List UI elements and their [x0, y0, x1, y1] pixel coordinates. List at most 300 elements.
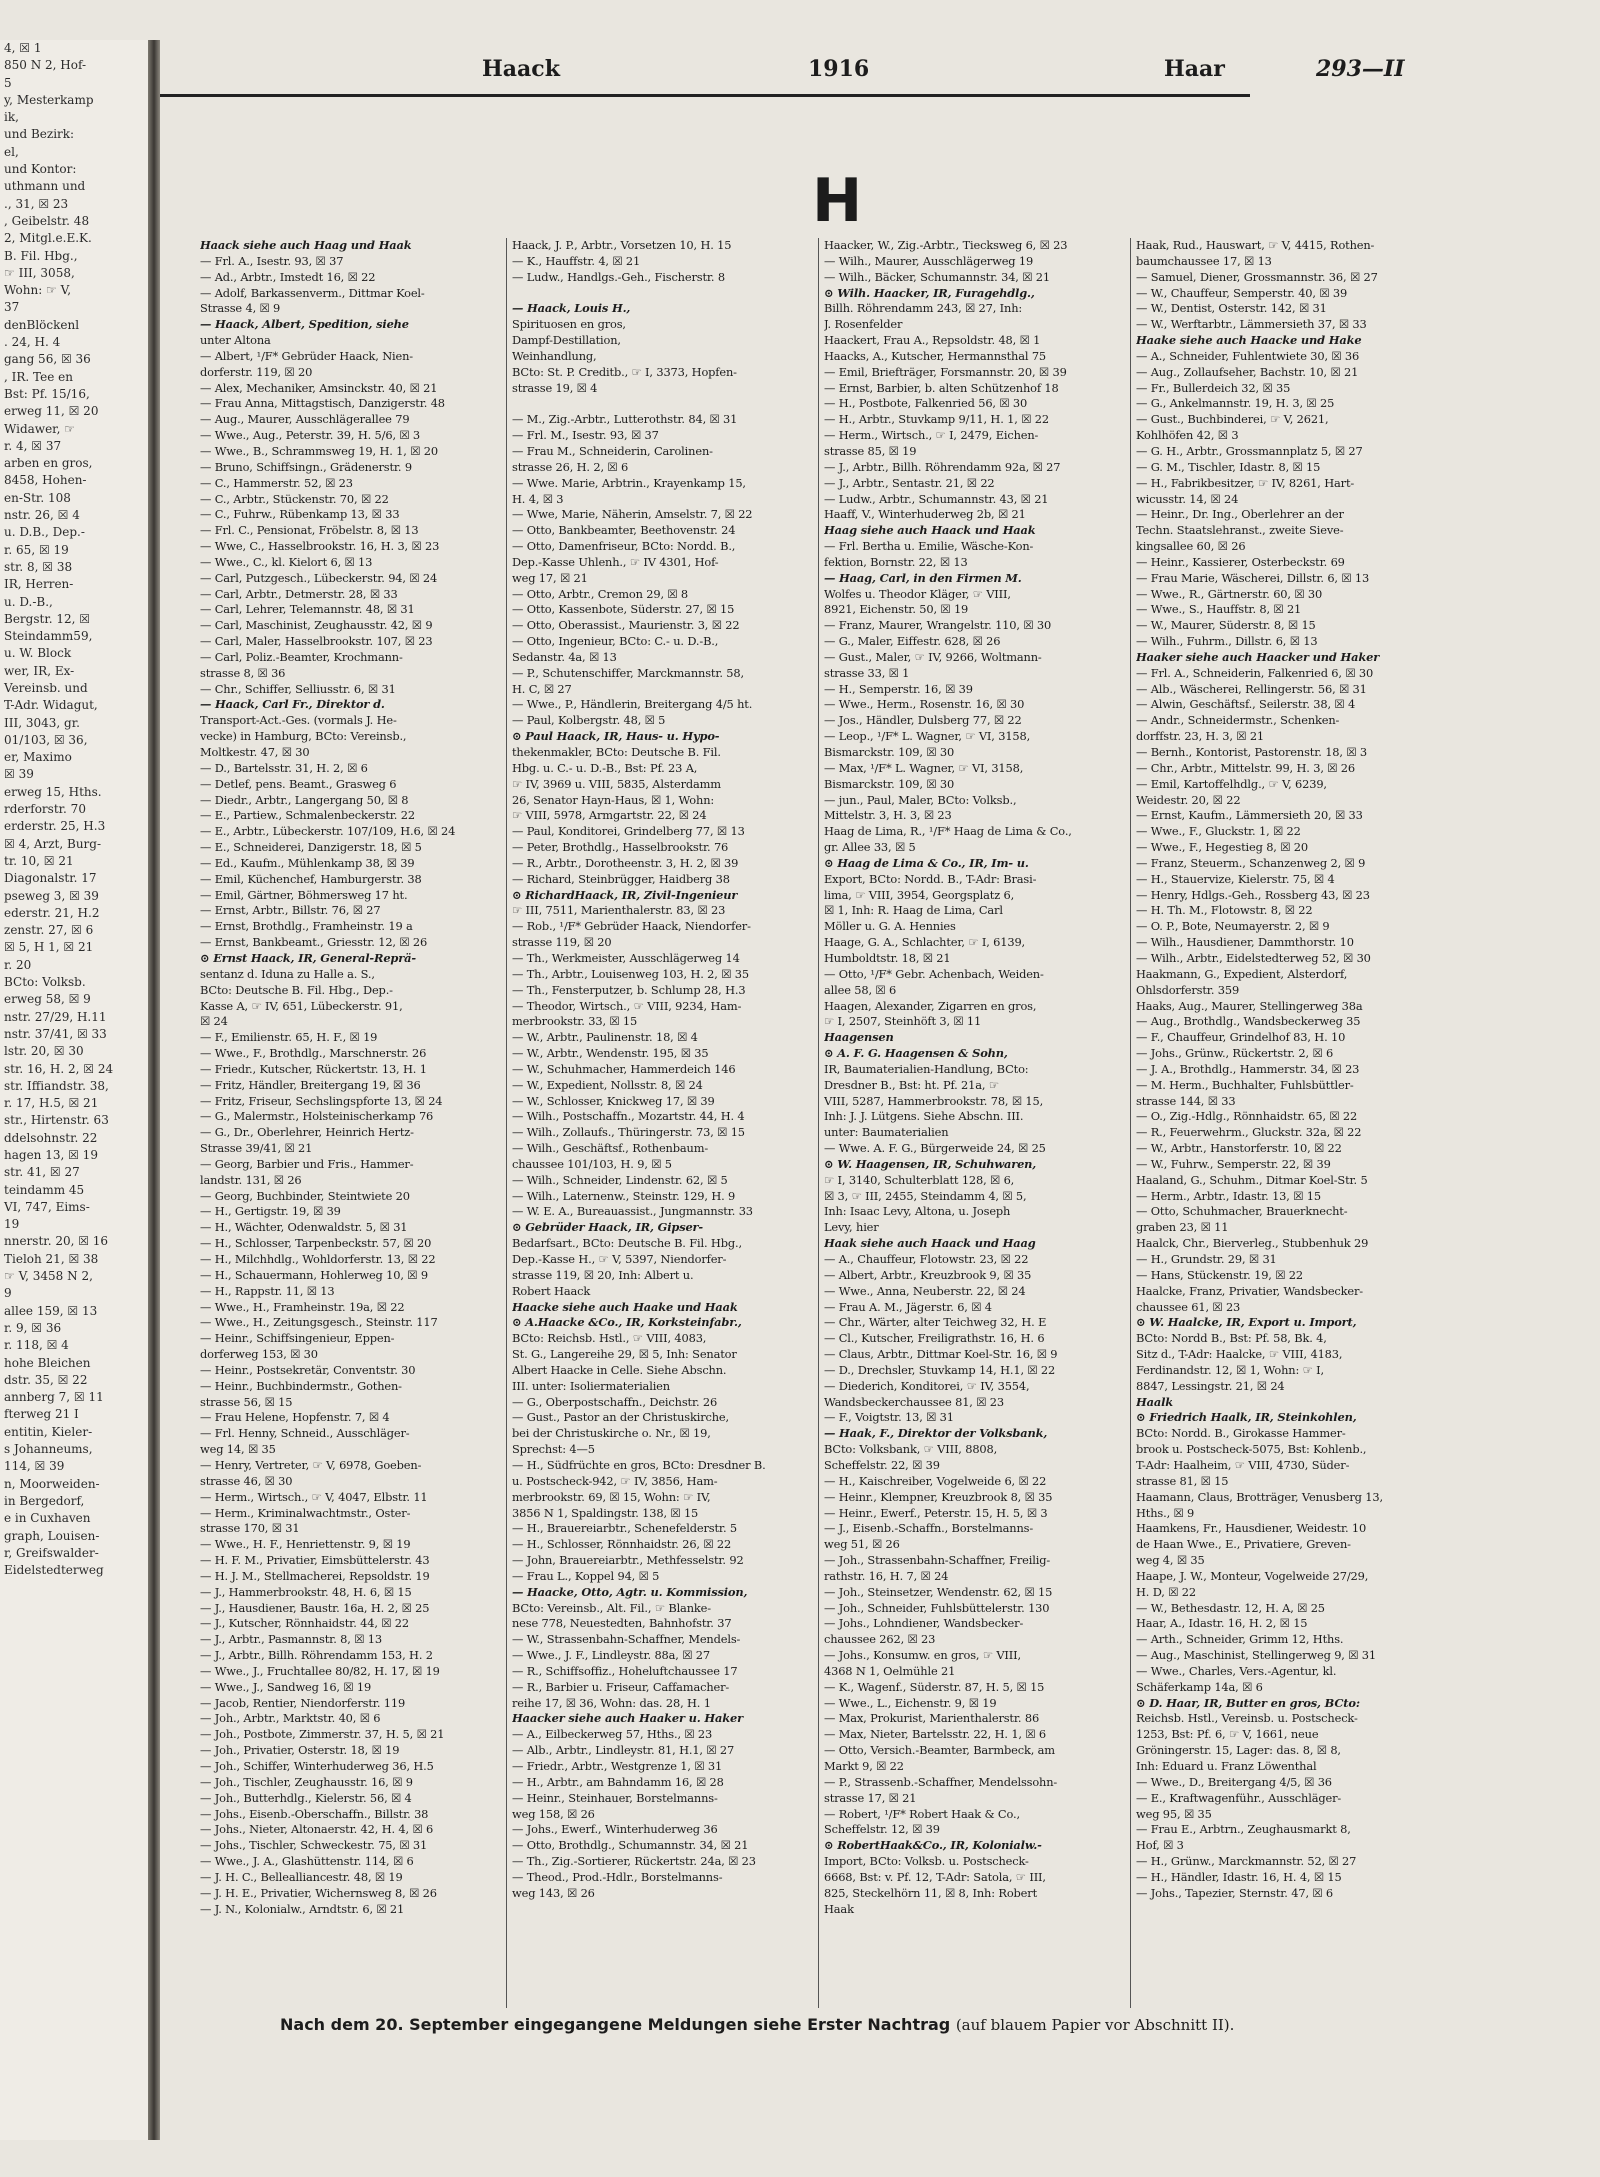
directory-entry: Markt 9, ☒ 22	[824, 1759, 904, 1773]
directory-heading: ⊙ Gebrüder Haack, IR, Gipser-	[512, 1220, 703, 1235]
directory-entry: — Heinr., Buchbindermstr., Gothen-	[200, 1378, 402, 1393]
directory-entry: ☞ III, 7511, Marienthalerstr. 83, ☒ 23	[512, 903, 726, 918]
directory-entry: Mittelstr. 3, H. 3, ☒ 23	[824, 808, 952, 823]
directory-entry: 825, Steckelhörn 11, ☒ 8, Inh: Robert	[824, 1885, 1037, 1900]
directory-entry: — H., Wächter, Odenwaldstr. 5, ☒ 31	[200, 1220, 408, 1235]
directory-entry: — Joh., Privatier, Osterstr. 18, ☒ 19	[200, 1743, 400, 1758]
directory-entry: — Heinr., Dr. Ing., Oberlehrer an der	[1136, 507, 1344, 522]
directory-heading: ⊙ Friedrich Haalk, IR, Steinkohlen,	[1136, 1410, 1357, 1425]
left-page-line: zenstr. 27, ☒ 6	[4, 923, 94, 938]
directory-entry: — Carl, Arbtr., Detmerstr. 28, ☒ 33	[200, 586, 398, 601]
directory-entry: — Arth., Schneider, Grimm 12, Hths.	[1136, 1632, 1344, 1647]
directory-heading: Haag siehe auch Haack und Haak	[824, 523, 1036, 538]
left-page-line: r. 9, ☒ 36	[4, 1320, 62, 1335]
directory-entry: — Otto, Bankbeamter, Beethovenstr. 24	[512, 523, 736, 538]
left-page-line: 19	[4, 1217, 20, 1232]
directory-entry: — Herm., Kriminalwachtmstr., Oster-	[200, 1505, 411, 1520]
directory-heading: ⊙ Wilh. Haacker, IR, Furagehdlg.,	[824, 285, 1035, 300]
directory-entry: Dresdner B., Bst: ht. Pf. 21a, ☞	[824, 1077, 999, 1092]
left-page-line: ☒ 39	[4, 767, 34, 782]
directory-heading: ⊙ A.Haacke &Co., IR, Korksteinfabr.,	[512, 1315, 742, 1330]
directory-entry: — Wilh., Laternenw., Steinstr. 129, H. 9	[512, 1188, 736, 1203]
directory-entry: Schäferkamp 14a, ☒ 6	[1136, 1679, 1263, 1694]
directory-entry: — H., Fabrikbesitzer, ☞ IV, 8261, Hart-	[1136, 475, 1355, 490]
directory-entry: — Rob., ¹/F* Gebrüder Haack, Niendorfer-	[512, 919, 751, 934]
directory-entry: Humboldtstr. 18, ☒ 21	[824, 950, 951, 965]
directory-entry: — W., Werftarbtr., Lämmersieth 37, ☒ 33	[1136, 317, 1367, 332]
directory-entry: unter: Baumaterialien	[824, 1125, 949, 1140]
directory-entry: — Chr., Schiffer, Selliusstr. 6, ☒ 31	[200, 681, 396, 696]
directory-entry: Kasse A, ☞ IV, 651, Lübeckerstr. 91,	[200, 998, 403, 1013]
directory-entry: — G. M., Tischler, Idastr. 8, ☒ 15	[1136, 459, 1321, 474]
directory-entry: weg 158, ☒ 26	[512, 1806, 595, 1821]
directory-entry: — H., Semperstr. 16, ☒ 39	[824, 681, 973, 696]
left-page-line: , Geibelstr. 48	[4, 213, 90, 228]
directory-entry: — Wilh., Fuhrm., Dillstr. 6, ☒ 13	[1136, 634, 1318, 649]
directory-entry: Sitz d., T-Adr: Haalcke, ☞ VIII, 4183,	[1136, 1347, 1343, 1362]
directory-entry: — Gust., Pastor an der Christuskirche,	[512, 1410, 729, 1425]
left-page-line: n, Moorweiden-	[4, 1476, 100, 1491]
directory-entry: — Albert, Arbtr., Kreuzbrook 9, ☒ 35	[824, 1267, 1032, 1282]
directory-entry: chaussee 262, ☒ 23	[824, 1632, 936, 1647]
directory-entry: — Max, ¹/F* L. Wagner, ☞ VI, 3158,	[824, 760, 1024, 775]
left-page-line: s Johanneums,	[4, 1442, 93, 1457]
directory-entry: — Wwe., L., Eichenstr. 9, ☒ 19	[824, 1695, 997, 1710]
left-page-line: IR, Herren-	[4, 577, 74, 592]
directory-entry: — F., Emilienstr. 65, H. F., ☒ 19	[200, 1030, 378, 1045]
directory-entry: Sedanstr. 4a, ☒ 13	[512, 649, 617, 664]
directory-heading: ⊙ Paul Haack, IR, Haus- u. Hypo-	[512, 729, 720, 744]
directory-entry: landstr. 131, ☒ 26	[200, 1172, 302, 1187]
left-page-line: e in Cuxhaven	[4, 1511, 91, 1526]
directory-entry: Import, BCto: Volksb. u. Postscheck-	[824, 1854, 1029, 1869]
left-page-line: Vereinsb. und	[4, 680, 88, 695]
directory-entry: Haacks, A., Kutscher, Hermannsthal 75	[824, 348, 1047, 363]
directory-entry: Kohlhöfen 42, ☒ 3	[1136, 428, 1239, 443]
directory-entry: — Fritz, Händler, Breitergang 19, ☒ 36	[200, 1077, 421, 1092]
left-page-line: ., 31, ☒ 23	[4, 196, 69, 211]
left-page-line: und Bezirk:	[4, 127, 75, 142]
directory-entry: BCto: Deutsche B. Fil. Hbg., Dep.-	[200, 982, 393, 997]
directory-entry: — E., Arbtr., Lübeckerstr. 107/109, H.6, ☒ 24	[200, 824, 456, 839]
directory-entry: — Joh., Schiffer, Winterhuderweg 36, H.5	[200, 1759, 434, 1773]
directory-entry: — Wilh., Schneider, Lindenstr. 62, ☒ 5	[512, 1172, 728, 1187]
directory-entry: — Diederich, Konditorei, ☞ IV, 3554,	[824, 1378, 1030, 1393]
directory-entry: strasse 85, ☒ 19	[824, 443, 917, 458]
directory-entry: — Ernst, Brothdlg., Framheinstr. 19 a	[200, 919, 413, 934]
directory-entry: ☒ 1, Inh: R. Haag de Lima, Carl	[824, 903, 1003, 918]
directory-entry: — Georg, Barbier und Fris., Hammer-	[200, 1156, 414, 1171]
directory-entry: — J., Arbtr., Billh. Röhrendamm 92a, ☒ 27	[824, 459, 1061, 474]
directory-entry	[512, 396, 814, 412]
directory-entry: — Heinr., Schiffsingenieur, Eppen-	[200, 1331, 395, 1346]
left-page-line: graph, Louisen-	[4, 1528, 100, 1543]
directory-entry: — M. Herm., Buchhalter, Fuhlsbüttler-	[1136, 1077, 1354, 1092]
header-rule	[160, 94, 1250, 97]
directory-entry: IR, Baumaterialien-Handlung, BCto:	[824, 1061, 1029, 1076]
directory-entry: J. Rosenfelder	[824, 317, 903, 332]
directory-entry: merbrookstr. 69, ☒ 15, Wohn: ☞ IV,	[512, 1489, 711, 1504]
left-page-line: r. 65, ☒ 19	[4, 542, 69, 557]
directory-entry: ☒ 3, ☞ III, 2455, Steindamm 4, ☒ 5,	[824, 1188, 1027, 1203]
directory-entry: — J., Arbtr., Sentastr. 21, ☒ 22	[824, 475, 995, 490]
directory-entry: — Wilh., Hausdiener, Dammthorstr. 10	[1136, 935, 1354, 950]
directory-entry: Inh: Isaac Levy, Altona, u. Joseph	[824, 1204, 1011, 1219]
left-page-line: erweg 15, Hths.	[4, 784, 102, 799]
directory-entry: chaussee 101/103, H. 9, ☒ 5	[512, 1156, 672, 1171]
directory-entry: — A., Schneider, Fuhlentwiete 30, ☒ 36	[1136, 348, 1360, 363]
directory-entry: — Frau Anna, Mittagstisch, Danzigerstr. 48	[200, 396, 445, 411]
directory-entry: — Georg, Buchbinder, Steintwiete 20	[200, 1188, 410, 1203]
directory-entry: dorferweg 153, ☒ 30	[200, 1347, 318, 1362]
directory-entry: — Emil, Kartoffelhdlg., ☞ V, 6239,	[1136, 776, 1327, 791]
directory-entry: — Alex, Mechaniker, Amsinckstr. 40, ☒ 21	[200, 380, 438, 395]
directory-entry: — Theod., Prod.-Hdlr., Borstelmanns-	[512, 1869, 723, 1884]
directory-heading: — Haacke, Otto, Agtr. u. Kommission,	[512, 1584, 748, 1599]
directory-entry: — Henry, Vertreter, ☞ V, 6978, Goeben-	[200, 1457, 422, 1472]
directory-entry: — Johs., Nieter, Altonaerstr. 42, H. 4, ☒ 6	[200, 1822, 434, 1837]
left-page-line: r. 20	[4, 957, 32, 972]
directory-entry: — Otto, Damenfriseur, BCto: Nordd. B.,	[512, 539, 736, 554]
directory-heading: ⊙ A. F. G. Haagensen & Sohn,	[824, 1046, 1008, 1061]
directory-entry: — Wwe., J. F., Lindleystr. 88a, ☒ 27	[512, 1648, 710, 1663]
directory-entry: — Wwe., H., Framheinstr. 19a, ☒ 22	[200, 1299, 405, 1314]
directory-entry: — Franz, Maurer, Wrangelstr. 110, ☒ 30	[824, 618, 1052, 633]
directory-entry: — Frau L., Koppel 94, ☒ 5	[512, 1568, 660, 1583]
running-head-right: Haar	[1164, 56, 1225, 82]
directory-entry: Strasse 39/41, ☒ 21	[200, 1141, 313, 1156]
directory-entry: — Wwe., S., Hauffstr. 8, ☒ 21	[1136, 602, 1302, 617]
directory-entry: — H., Schauermann, Hohlerweg 10, ☒ 9	[200, 1267, 428, 1282]
directory-entry: Moltkestr. 47, ☒ 30	[200, 745, 310, 759]
directory-heading: ⊙ RobertHaak&Co., IR, Kolonialw.-	[824, 1838, 1042, 1853]
directory-entry: chaussee 61, ☒ 23	[1136, 1299, 1241, 1314]
directory-entry: — Otto, ¹/F* Gebr. Achenbach, Weiden-	[824, 966, 1044, 981]
directory-entry: strasse 144, ☒ 33	[1136, 1093, 1236, 1108]
directory-entry: — John, Brauereiarbtr., Methfesselstr. 92	[512, 1553, 744, 1568]
directory-heading: — Haack, Louis H.,	[512, 301, 631, 316]
directory-entry: Haaland, G., Schuhm., Ditmar Koel-Str. 5	[1136, 1172, 1368, 1187]
left-page-line: ederstr. 21, H.2	[4, 905, 100, 920]
left-page-line: Wohn: ☞ V,	[4, 283, 72, 298]
directory-entry: — Th., Werkmeister, Ausschlägerweg 14	[512, 950, 740, 965]
directory-heading: ⊙ Ernst Haack, IR, General-Reprä-	[200, 950, 416, 965]
directory-entry: Inh: J. J. Lütgens. Siehe Abschn. III.	[824, 1109, 1024, 1124]
directory-entry: — Heinr., Postsekretär, Conventstr. 30	[200, 1362, 416, 1377]
left-page-line: r, Greifswalder-	[4, 1545, 99, 1560]
directory-entry: — W., Dentist, Osterstr. 142, ☒ 31	[1136, 301, 1327, 316]
directory-entry: ☞ VIII, 5978, Armgartstr. 22, ☒ 24	[512, 808, 707, 823]
directory-entry: — G., Dr., Oberlehrer, Heinrich Hertz-	[200, 1125, 414, 1140]
directory-entry: — W., Expedient, Nollsstr. 8, ☒ 24	[512, 1077, 703, 1092]
directory-entry: — Frau Helene, Hopfenstr. 7, ☒ 4	[200, 1410, 390, 1425]
directory-entry: — H., Kaischreiber, Vogelweide 6, ☒ 22	[824, 1473, 1047, 1488]
directory-entry: — Aug., Brothdlg., Wandsbeckerweg 35	[1136, 1014, 1361, 1029]
directory-entry: nese 778, Neuestedten, Bahnhofstr. 37	[512, 1616, 732, 1631]
left-page-line: hagen 13, ☒ 19	[4, 1148, 98, 1162]
directory-entry: — W., Arbtr., Hanstorferstr. 10, ☒ 22	[1136, 1141, 1342, 1156]
directory-entry: sentanz d. Iduna zu Halle a. S.,	[200, 966, 375, 981]
directory-entry: — Ernst, Kaufm., Lämmersieth 20, ☒ 33	[1136, 808, 1363, 823]
directory-entry: strasse 19, ☒ 4	[512, 380, 598, 395]
directory-entry: BCto: Nordd B., Bst: Pf. 58, Bk. 4,	[1136, 1331, 1327, 1346]
directory-entry: — Claus, Arbtr., Dittmar Koel-Str. 16, ☒ 9	[824, 1347, 1058, 1362]
directory-entry: — G., Maler, Eiffestr. 628, ☒ 26	[824, 634, 1001, 649]
directory-entry: 8847, Lessingstr. 21, ☒ 24	[1136, 1378, 1285, 1393]
directory-entry: strasse 26, H. 2, ☒ 6	[512, 459, 629, 474]
directory-entry: — H., Arbtr., Stuvkamp 9/11, H. 1, ☒ 22	[824, 412, 1049, 427]
directory-entry: — Franz, Steuerm., Schanzenweg 2, ☒ 9	[1136, 855, 1366, 870]
directory-entry: — Otto, Versich.-Beamter, Barmbeck, am	[824, 1743, 1055, 1758]
section-letter: H	[812, 166, 863, 236]
directory-entry: Bedarfsart., BCto: Deutsche B. Fil. Hbg.,	[512, 1236, 742, 1251]
directory-entry: — J., Arbtr., Pasmannstr. 8, ☒ 13	[200, 1632, 382, 1647]
left-page-line: Steindamm59,	[4, 629, 93, 644]
directory-entry: — Th., Arbtr., Louisenweg 103, H. 2, ☒ 35	[512, 966, 749, 981]
left-page-line: Tieloh 21, ☒ 38	[4, 1251, 99, 1266]
directory-entry: — Frau A. M., Jägerstr. 6, ☒ 4	[824, 1299, 992, 1314]
directory-entry: — P., Schutenschiffer, Marckmannstr. 58,	[512, 665, 744, 680]
directory-entry: — H., Arbtr., am Bahndamm 16, ☒ 28	[512, 1774, 724, 1789]
directory-entry: Inh: Eduard u. Franz Löwenthal	[1136, 1759, 1317, 1773]
directory-entry: — Frl. Bertha u. Emilie, Wäsche-Kon-	[824, 539, 1034, 554]
left-page-line: Bergstr. 12, ☒	[4, 611, 91, 626]
directory-entry: — Friedr., Arbtr., Westgrenze 1, ☒ 31	[512, 1759, 723, 1773]
directory-entry: strasse 8, ☒ 36	[200, 665, 286, 680]
directory-entry: — Wwe., H., Zeitungsgesch., Steinstr. 117	[200, 1315, 438, 1330]
directory-columns	[200, 238, 1436, 2008]
directory-entry: — Wwe., F., Hegestieg 8, ☒ 20	[1136, 840, 1308, 855]
directory-entry: — Wwe., Anna, Neuberstr. 22, ☒ 24	[824, 1283, 1026, 1298]
directory-entry: — Johs., Tapezier, Sternstr. 47, ☒ 6	[1136, 1885, 1334, 1900]
directory-entry: — Emil, Gärtner, Böhmersweg 17 ht.	[200, 887, 408, 902]
directory-entry: bei der Christuskirche o. Nr., ☒ 19,	[512, 1426, 711, 1441]
left-page-line: y, Mesterkamp	[4, 92, 94, 107]
directory-entry: — Herm., Wirtsch., ☞ I, 2479, Eichen-	[824, 428, 1039, 443]
left-page-line: 5	[4, 75, 12, 90]
left-page-line: en-Str. 108	[4, 490, 71, 505]
left-page-line: ddelsohnstr. 22	[4, 1130, 98, 1145]
directory-entry: — Emil, Küchenchef, Hamburgerstr. 38	[200, 871, 422, 886]
left-page-line: ☞ III, 3058,	[4, 265, 75, 280]
directory-heading: Haagensen	[824, 1030, 894, 1045]
directory-column-1	[200, 238, 502, 2008]
directory-entry: Haag de Lima, R., ¹/F* Haag de Lima & Co.,	[824, 824, 1072, 839]
directory-entry: — Otto, Arbtr., Cremon 29, ☒ 8	[512, 586, 689, 601]
directory-heading: Haacke siehe auch Haake und Haak	[512, 1299, 738, 1314]
directory-entry: — Frl. Henny, Schneid., Ausschläger-	[200, 1426, 410, 1441]
directory-entry: — Robert, ¹/F* Robert Haak & Co.,	[824, 1806, 1020, 1821]
directory-entry: — Frl. M., Isestr. 93, ☒ 37	[512, 428, 659, 443]
directory-entry: Haar, A., Idastr. 16, H. 2, ☒ 15	[1136, 1616, 1308, 1631]
directory-entry: — Heinr., Steinhauer, Borstelmanns-	[512, 1790, 718, 1805]
left-page-line: r. 4, ☒ 37	[4, 438, 62, 453]
book-spine	[148, 40, 160, 2140]
directory-entry: — E., Kraftwagenführ., Ausschläger-	[1136, 1790, 1342, 1805]
directory-entry: 8921, Eichenstr. 50, ☒ 19	[824, 602, 969, 617]
directory-entry: — Wilh., Postschaffn., Mozartstr. 44, H. 4	[512, 1109, 745, 1124]
directory-entry: — O., Zig.-Hdlg., Rönnhaidstr. 65, ☒ 22	[1136, 1109, 1358, 1124]
directory-entry: BCto: Vereinsb., Alt. Fil., ☞ Blanke-	[512, 1600, 711, 1615]
directory-entry: — Ernst, Barbier, b. alten Schützenhof 18	[824, 380, 1059, 395]
directory-entry: — Aug., Zollaufseher, Bachstr. 10, ☒ 21	[1136, 364, 1359, 379]
left-page-line: teindamm 45	[4, 1182, 85, 1197]
directory-entry: — H., Postbote, Falkenried 56, ☒ 30	[824, 396, 1028, 411]
directory-entry: — W., Bethesdastr. 12, H. A, ☒ 25	[1136, 1600, 1325, 1615]
directory-entry: H. D, ☒ 22	[1136, 1584, 1196, 1599]
directory-entry: — Adolf, Barkassenverm., Dittmar Koel-	[200, 285, 425, 300]
left-page-line: r. 118, ☒ 4	[4, 1338, 69, 1353]
directory-entry: — Richard, Steinbrügger, Haidberg 38	[512, 871, 730, 886]
directory-entry: — H., Händler, Idastr. 16, H. 4, ☒ 15	[1136, 1869, 1342, 1884]
directory-entry: — Joh., Postbote, Zimmerstr. 37, H. 5, ☒ 21	[200, 1727, 445, 1742]
directory-entry: — Fr., Bullerdeich 32, ☒ 35	[1136, 380, 1291, 395]
directory-entry: — Wwe., C., kl. Kielort 6, ☒ 13	[200, 554, 373, 569]
directory-entry: BCto: Nordd. B., Girokasse Hammer-	[1136, 1426, 1346, 1441]
directory-entry: Sprechst: 4—5	[512, 1442, 595, 1457]
left-page-line: wer, IR, Ex-	[4, 663, 75, 678]
left-page-line: erweg 58, ☒ 9	[4, 992, 91, 1007]
directory-entry: — A., Chauffeur, Flotowstr. 23, ☒ 22	[824, 1252, 1029, 1266]
directory-entry: Dep.-Kasse Uhlenh., ☞ IV 4301, Hof-	[512, 554, 719, 569]
left-page-line: str. 16, H. 2, ☒ 24	[4, 1061, 114, 1076]
directory-entry: — J., Hammerbrookstr. 48, H. 6, ☒ 15	[200, 1584, 412, 1599]
directory-column-3	[824, 238, 1126, 2008]
directory-entry: — Wwe, C., Hasselbrookstr. 16, H. 3, ☒ 23	[200, 539, 440, 554]
directory-entry: Bismarckstr. 109, ☒ 30	[824, 776, 955, 791]
directory-entry: — W., Arbtr., Wendenstr. 195, ☒ 35	[512, 1046, 709, 1061]
directory-heading: ⊙ RichardHaack, IR, Zivil-Ingenieur	[512, 887, 738, 902]
directory-entry: Strasse 4, ☒ 9	[200, 301, 281, 316]
directory-entry: — Joh., Schneider, Fuhlsbüttelerstr. 130	[824, 1600, 1050, 1615]
directory-entry: — W., Schlosser, Knickweg 17, ☒ 39	[512, 1093, 715, 1108]
left-page-line: 8458, Hohen-	[4, 473, 87, 488]
left-page-line: u. D.B., Dep.-	[4, 525, 85, 540]
directory-heading: — Haag, Carl, in den Firmen M.	[824, 570, 1022, 585]
directory-entry: — Johs., Eisenb.-Oberschaffn., Billstr. 38	[200, 1806, 429, 1821]
page-number: 293—II	[1316, 56, 1405, 82]
left-page-line: entitin, Kieler-	[4, 1424, 93, 1439]
directory-entry: — Aug., Maurer, Ausschlägerallee 79	[200, 412, 410, 427]
directory-entry: — Otto, Kassenbote, Süderstr. 27, ☒ 15	[512, 602, 735, 617]
directory-entry: — Hans, Stückenstr. 19, ☒ 22	[1136, 1267, 1303, 1282]
directory-entry: — Joh., Strassenbahn-Schaffner, Freilig-	[824, 1553, 1051, 1568]
directory-entry: — Paul, Konditorei, Grindelberg 77, ☒ 13	[512, 824, 745, 839]
directory-entry: Dep.-Kasse H., ☞ V, 5397, Niendorfer-	[512, 1252, 727, 1266]
left-page-line: 01/103, ☒ 36,	[4, 732, 88, 747]
directory-entry: — Friedr., Kutscher, Rückertstr. 13, H. 1	[200, 1061, 427, 1076]
directory-entry: — Wwe., P., Händlerin, Breitergang 4/5 ht.	[512, 697, 753, 712]
running-head-year: 1916	[808, 56, 870, 82]
directory-entry: — Carl, Lehrer, Telemannstr. 48, ☒ 31	[200, 602, 415, 617]
left-page-line: hohe Bleichen	[4, 1355, 91, 1370]
directory-entry: Reichsb. Hstl., Vereinsb. u. Postscheck-	[1136, 1711, 1358, 1726]
directory-entry: allee 58, ☒ 6	[824, 982, 897, 997]
directory-entry: — Johs., Tischler, Schweckestr. 75, ☒ 31	[200, 1838, 428, 1853]
directory-entry: Scheffelstr. 22, ☒ 39	[824, 1457, 940, 1472]
directory-entry: Haalck, Chr., Bierverleg., Stubbenhuk 29	[1136, 1236, 1369, 1251]
directory-heading: — Haack, Albert, Spedition, siehe	[200, 317, 409, 332]
directory-entry: — R., Barbier u. Friseur, Caffamacher-	[512, 1679, 730, 1694]
left-page-line: u. D.-B.,	[4, 594, 53, 609]
directory-heading: Haaker siehe auch Haacker und Haker	[1136, 649, 1380, 664]
directory-entry: — H., Schlosser, Rönnhaidstr. 26, ☒ 22	[512, 1537, 732, 1552]
directory-entry: Haackert, Frau A., Repsoldstr. 48, ☒ 1	[824, 333, 1041, 348]
directory-heading: Haack siehe auch Haag und Haak	[200, 238, 412, 252]
footer-notice	[280, 2015, 1400, 2034]
directory-entry: H. 4, ☒ 3	[512, 491, 564, 506]
directory-entry: — Wwe., Charles, Vers.-Agentur, kl.	[1136, 1663, 1337, 1678]
directory-entry: Ohlsdorferstr. 359	[1136, 982, 1240, 997]
directory-entry: reihe 17, ☒ 36, Wohn: das. 28, H. 1	[512, 1695, 711, 1710]
running-head-left: Haack	[482, 56, 560, 82]
left-page-line: Bst: Pf. 15/16,	[4, 386, 90, 401]
directory-entry: — Samuel, Diener, Grossmannstr. 36, ☒ 27	[1136, 269, 1378, 284]
left-page-line: ik,	[4, 110, 19, 125]
directory-entry: — Otto, Schuhmacher, Brauerknecht-	[1136, 1204, 1348, 1219]
left-page-line: ☞ V, 3458 N 2,	[4, 1269, 93, 1284]
directory-entry: dorferstr. 119, ☒ 20	[200, 364, 313, 379]
directory-entry: fektion, Bornstr. 22, ☒ 13	[824, 554, 968, 569]
directory-entry: — Joh., Arbtr., Marktstr. 40, ☒ 6	[200, 1711, 381, 1726]
directory-entry: III. unter: Isoliermaterialien	[512, 1378, 670, 1393]
directory-entry: Billh. Röhrendamm 243, ☒ 27, Inh:	[824, 301, 1023, 316]
directory-entry: — Wwe, Marie, Näherin, Amselstr. 7, ☒ 22	[512, 507, 753, 522]
directory-entry: — Wwe., H. F., Henriettenstr. 9, ☒ 19	[200, 1537, 411, 1552]
directory-entry: — Bruno, Schiffsingn., Grädenerstr. 9	[200, 459, 412, 474]
directory-entry: — Emil, Briefträger, Forsmannstr. 20, ☒ 39	[824, 364, 1067, 379]
directory-heading: Haacker siehe auch Haaker u. Haker	[512, 1711, 743, 1726]
directory-entry: — Wwe., Aug., Peterstr. 39, H. 5/6, ☒ 3	[200, 428, 421, 443]
directory-heading: Haalk	[1136, 1394, 1173, 1409]
directory-entry: — Alb., Arbtr., Lindleystr. 81, H.1, ☒ 27	[512, 1743, 735, 1758]
directory-entry: VIII, 5287, Hammerbrookstr. 78, ☒ 15,	[824, 1093, 1044, 1108]
directory-entry: — Ed., Kaufm., Mühlenkamp 38, ☒ 39	[200, 855, 415, 870]
directory-entry: — Max, Prokurist, Marienthalerstr. 86	[824, 1711, 1040, 1726]
left-page-line: str., Hirtenstr. 63	[4, 1113, 109, 1128]
directory-entry: — H. Th. M., Flotowstr. 8, ☒ 22	[1136, 903, 1313, 918]
left-page-line: str. 8, ☒ 38	[4, 559, 73, 574]
directory-entry: — J. H. E., Privatier, Wichernsweg 8, ☒ 26	[200, 1885, 437, 1900]
directory-entry: — Ad., Arbtr., Imstedt 16, ☒ 22	[200, 269, 376, 284]
directory-entry: de Haan Wwe., E., Privatiere, Greven-	[1136, 1537, 1351, 1552]
directory-entry: — Frl. C., Pensionat, Fröbelstr. 8, ☒ 13	[200, 523, 419, 538]
directory-entry: Bismarckstr. 109, ☒ 30	[824, 745, 955, 759]
left-page-line: Eidelstedterweg	[4, 1563, 104, 1578]
directory-entry: — Wilh., Geschäftsf., Rothenbaum-	[512, 1141, 709, 1156]
directory-entry: Wolfes u. Theodor Kläger, ☞ VIII,	[824, 586, 1011, 601]
directory-entry: strasse 46, ☒ 30	[200, 1473, 293, 1488]
directory-entry: Haamann, Claus, Brotträger, Venusberg 13,	[1136, 1489, 1383, 1504]
directory-entry: — Jacob, Rentier, Niendorferstr. 119	[200, 1695, 406, 1710]
directory-entry: — Joh., Butterhdlg., Kielerstr. 56, ☒ 4	[200, 1790, 412, 1805]
directory-heading: ⊙ Haag de Lima & Co., IR, Im- u.	[824, 855, 1029, 870]
directory-entry: 4368 N 1, Oelmühle 21	[824, 1663, 956, 1678]
directory-entry: — Aug., Maschinist, Stellingerweg 9, ☒ 31	[1136, 1648, 1376, 1663]
directory-entry: merbrookstr. 33, ☒ 15	[512, 1014, 638, 1029]
left-page-line: erweg 11, ☒ 20	[4, 404, 99, 419]
directory-entry: BCto: Volksbank, ☞ VIII, 8808,	[824, 1442, 998, 1457]
directory-entry: — J., Hausdiener, Baustr. 16a, H. 2, ☒ 25	[200, 1600, 430, 1615]
directory-entry: — Jos., Händler, Dulsberg 77, ☒ 22	[824, 713, 1022, 728]
directory-entry: ☞ I, 3140, Schulterblatt 128, ☒ 6,	[824, 1172, 1015, 1187]
directory-entry: — H. F. M., Privatier, Eimsbüttelerstr. 43	[200, 1553, 430, 1568]
directory-entry: — W. E. A., Bureauassist., Jungmannstr. 33	[512, 1204, 753, 1219]
directory-entry: — Wwe., J., Fruchtallee 80/82, H. 17, ☒ 19	[200, 1663, 440, 1678]
directory-entry: — H., Stauervize, Kielerstr. 75, ☒ 4	[1136, 871, 1335, 886]
directory-entry: — Wwe. A. F. G., Bürgerweide 24, ☒ 25	[824, 1141, 1046, 1156]
directory-entry: — Th., Fensterputzer, b. Schlump 28, H.3	[512, 982, 746, 997]
